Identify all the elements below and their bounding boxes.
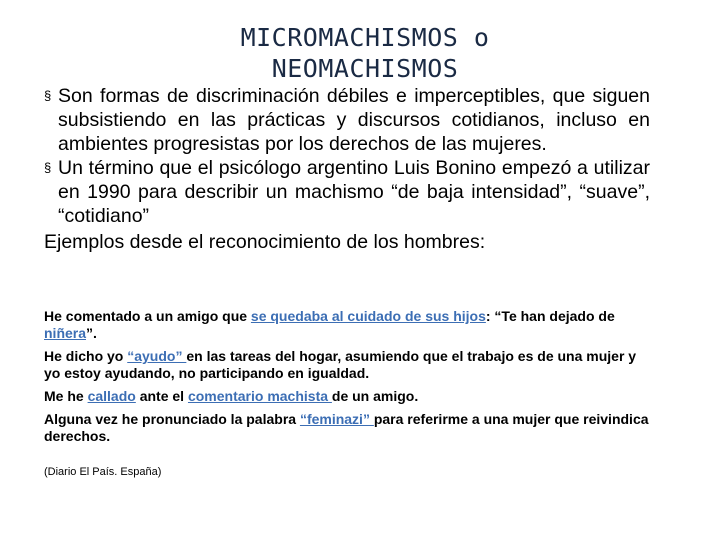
example-text: : “Te han dejado de xyxy=(485,308,615,324)
example-text: He comentado a un amigo que xyxy=(44,308,251,324)
underlined-phrase: “feminazi” xyxy=(299,411,374,427)
example-text: para referirme a una mujer que reivindica derechos. xyxy=(44,411,649,444)
example-item xyxy=(44,388,650,405)
example-item xyxy=(44,308,650,342)
bullet-text: Son formas de discriminación débiles e imperceptibles, que siguen subsistiendo en las prácticas y discursos cotidianos, incluso en ambientes progresistas por los derechos de las mujeres. xyxy=(58,85,650,155)
underlined-phrase: callado xyxy=(87,388,136,404)
example-text: en las tareas del hogar, asumiendo que el trabajo es de una mujer y yo estoy ayudando, no participando en igualdad. xyxy=(44,348,637,381)
bullet-marker-icon: § xyxy=(44,160,52,175)
underlined-phrase: niñera xyxy=(44,325,87,341)
example-text: Me he xyxy=(44,388,88,404)
slide-body xyxy=(44,84,650,254)
bullet-text: Un término que el psicólogo argentino Luis Bonino empezó a utilizar en 1990 para describir un machismo “de baja intensidad”, “suave”, “cotidiano” xyxy=(58,157,650,227)
underlined-phrase: comentario machista xyxy=(187,388,332,404)
underlined-phrase: “ayudo” xyxy=(127,348,187,364)
bullet-item xyxy=(44,84,650,156)
example-text: de un amigo. xyxy=(331,388,419,404)
bullet-item xyxy=(44,156,650,228)
slide-title: MICROMACHISMOS o NEOMACHISMOS xyxy=(240,23,490,83)
example-text: He dicho yo xyxy=(44,348,128,364)
examples-intro: Ejemplos desde el reconocimiento de los hombres: xyxy=(44,231,486,253)
example-text: Alguna vez he pronunciado la palabra xyxy=(44,411,300,427)
example-text: ante el xyxy=(135,388,188,404)
source-citation: (Diario El País. España) xyxy=(44,466,162,478)
bullet-marker-icon: § xyxy=(44,88,52,103)
example-text: ”. xyxy=(86,325,97,341)
example-item xyxy=(44,348,650,382)
example-item xyxy=(44,411,650,445)
underlined-phrase: se quedaba al cuidado de sus hijos xyxy=(250,308,486,324)
examples-list xyxy=(44,308,650,451)
